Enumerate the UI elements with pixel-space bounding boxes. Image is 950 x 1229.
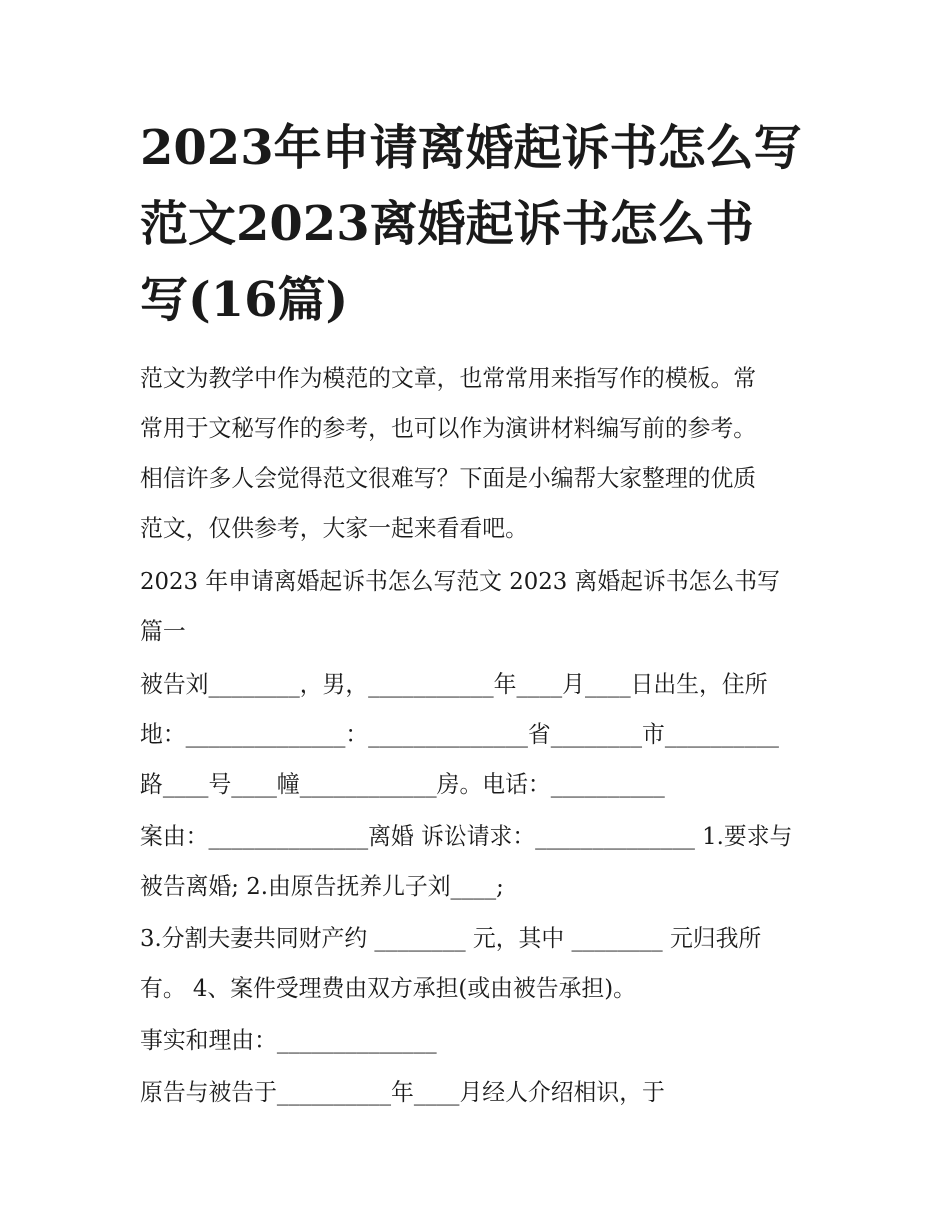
section-heading-line-1: 2023 年申请离婚起诉书怎么写范文 2023 离婚起诉书怎么书写: [140, 567, 780, 595]
claims-line-1: 案由：______________离婚 诉讼请求：______________ 1.要求与: [140, 822, 793, 850]
section-heading-line-2: 篇一: [140, 617, 186, 645]
intro-line-3: 相信许多人会觉得范文很难写？下面是小编帮大家整理的优质: [140, 464, 757, 492]
intro-line-4: 范文，仅供参考，大家一起来看看吧。: [140, 514, 528, 542]
title-line-1: 2023年申请离婚起诉书怎么写: [140, 120, 802, 176]
claims-line-4: 有。 4、案件受理费由双方承担(或由被告承担)。: [140, 974, 636, 1002]
document-title: [140, 110, 830, 338]
claims-line-3: 3.分割夫妻共同财产约 ________ 元，其中 ________ 元归我所: [140, 924, 762, 952]
title-line-3: 写(16篇): [140, 272, 349, 328]
defendant-line-3: 路____号____幢____________房。电话：__________: [140, 770, 665, 798]
intro-line-1: 范文为教学中作为模范的文章，也常常用来指写作的模板。常: [140, 364, 757, 392]
claims-line-2: 被告离婚; 2.由原告抚养儿子刘____;: [140, 872, 504, 900]
intro-line-2: 常用于文秘写作的参考，也可以作为演讲材料编写前的参考。: [140, 414, 757, 442]
facts-line-1: 原告与被告于__________年____月经人介绍相识，于: [140, 1078, 665, 1106]
defendant-line-2: 地：______________：______________省________市__________: [140, 720, 779, 748]
facts-label-line: 事实和理由：______________: [140, 1026, 437, 1054]
title-line-2: 范文2023离婚起诉书怎么书: [140, 196, 754, 252]
defendant-line-1: 被告刘________，男，___________年____月____日出生，住所: [140, 670, 768, 698]
